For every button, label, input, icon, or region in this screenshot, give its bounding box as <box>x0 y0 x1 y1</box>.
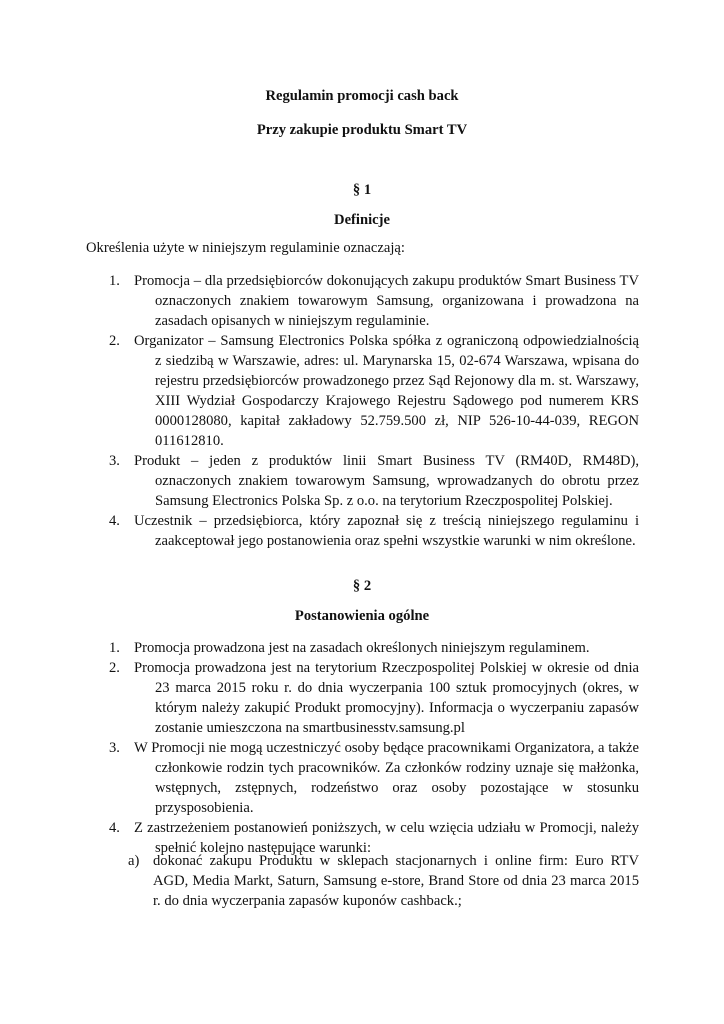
list-item-text: Uczestnik – przedsiębiorca, który zapoznał się z treścią niniejszego regulaminu i zaakceptował jego postanowienia oraz spełni wszystkie warunki w nim określone. <box>134 513 639 549</box>
document-title: Regulamin promocji cash back <box>265 88 459 104</box>
list-item-number: 1. <box>109 640 120 656</box>
section-2-sign: § 2 <box>352 578 372 594</box>
list-item-text: W Promocji nie mogą uczestniczyć osoby będące pracownikami Organizatora, a także członkowie rodzin tych pracowników. Za członków rodziny uznaje się małżonka, wstępnych, zstępnych, rodzeństwo oraz osoby pozostające w stosunku przysposobienia. <box>134 740 639 816</box>
sublist-item <box>0 851 639 911</box>
general-provisions-list <box>0 638 639 858</box>
list-item-text: Promocja – dla przedsiębiorców dokonujących zakupu produktów Smart Business TV oznaczonych znakiem towarowym Samsung, organizowana i prowadzona na zasadach opisanych w niniejszym regulaminie. <box>134 273 639 329</box>
list-item-number: 1. <box>109 273 120 289</box>
definitions-list <box>0 271 639 551</box>
list-item-text: Produkt – jeden z produktów linii Smart Business TV (RM40D, RM48D), oznaczonych znakiem towarowym Samsung, wprowadzanych do obrotu przez Samsung Electronics Polska Sp. z o.o. na terytorium Rzeczpospolitej Polskiej. <box>134 453 639 509</box>
list-item <box>0 271 639 331</box>
sublist-item-text: dokonać zakupu Produktu w sklepach stacjonarnych i online firm: Euro RTV AGD, Media Markt, Saturn, Samsung e-store, Brand Store od dnia 23 marca 2015 r. do dnia wyczerpania zapasów kuponów cashback.; <box>153 853 639 909</box>
list-item <box>0 658 639 738</box>
section-1-heading: Definicje <box>334 212 390 228</box>
list-item-text: Promocja prowadzona jest na zasadach określonych niniejszym regulaminem. <box>134 640 590 656</box>
section-2-heading: Postanowienia ogólne <box>294 608 430 624</box>
document-subtitle: Przy zakupie produktu Smart TV <box>256 122 468 138</box>
section-1-sign: § 1 <box>352 182 372 198</box>
section-1-intro: Określenia użyte w niniejszym regulaminie oznaczają: <box>86 240 405 256</box>
list-item-number: 3. <box>109 453 120 469</box>
list-item <box>0 638 639 658</box>
conditions-sublist <box>0 851 639 911</box>
sublist-item-letter: a) <box>128 853 140 869</box>
list-item-number: 2. <box>109 333 120 349</box>
list-item-number: 4. <box>109 513 120 529</box>
list-item <box>0 738 639 818</box>
list-item-text: Promocja prowadzona jest na terytorium Rzeczpospolitej Polskiej w okresie od dnia 23 marca 2015 roku r. do dnia wyczerpania 100 sztuk promocyjnych (okres, w którym należy zakupić Produkt promocyjny). Informacja o wyczerpaniu zapasów zostanie umieszczona na smartbusinesstv.samsung.pl <box>134 660 639 736</box>
list-item <box>0 451 639 511</box>
list-item-text: Z zastrzeżeniem postanowień poniższych, w celu wzięcia udziału w Promocji, należy spełnić kolejno następujące warunki: <box>134 820 639 856</box>
list-item <box>0 331 639 451</box>
list-item-text: Organizator – Samsung Electronics Polska spółka z ograniczoną odpowiedzialnością z siedzibą w Warszawie, adres: ul. Marynarska 15, 02-674 Warszawa, wpisana do rejestru przedsiębiorców prowadzonego przez Sąd Rejonowy dla m. st. Warszawy, XIII Wydział Gospodarczy Krajowego Rejestru Sądowego pod numerem KRS 0000128080, kapitał zakładowy 52.759.500 zł, NIP 526-10-44-039, REGON 011612810. <box>134 333 639 449</box>
list-item-number: 4. <box>109 820 120 836</box>
list-item-number: 2. <box>109 660 120 676</box>
list-item <box>0 511 639 551</box>
list-item-number: 3. <box>109 740 120 756</box>
